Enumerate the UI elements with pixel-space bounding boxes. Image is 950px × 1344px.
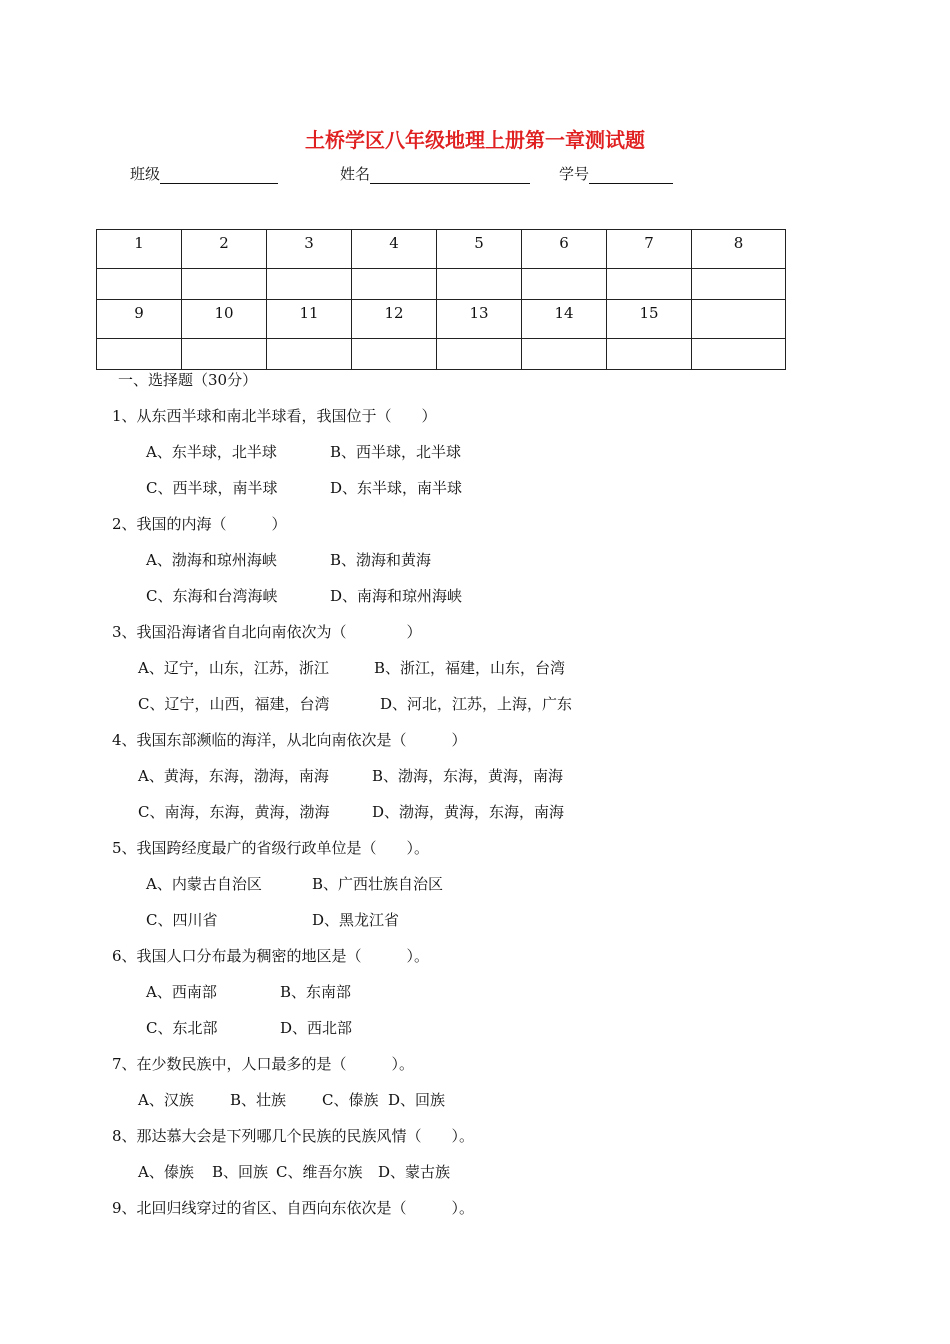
option-c[interactable]: C、维吾尔族: [276, 1163, 363, 1181]
option-a[interactable]: A、黄海，东海，渤海，南海: [138, 767, 329, 785]
grid-answer-cell[interactable]: [692, 269, 786, 300]
option-b[interactable]: B、广西壮族自治区: [312, 875, 444, 893]
grid-answer-cell[interactable]: [352, 269, 437, 300]
question-stem: 4、我国东部濒临的海洋，从北向南依次是（ ）: [112, 731, 467, 749]
grid-number-cell: 15: [607, 300, 692, 339]
grid-answer-cell[interactable]: [607, 339, 692, 370]
option-a[interactable]: A、汉族: [138, 1091, 194, 1109]
grid-answer-cell[interactable]: [267, 339, 352, 370]
section-heading: 一、选择题（30分）: [118, 371, 258, 389]
option-d[interactable]: D、西北部: [280, 1019, 353, 1037]
option-b[interactable]: B、渤海，东海，黄海，南海: [372, 767, 564, 785]
grid-number-cell: 2: [182, 230, 267, 269]
option-b[interactable]: B、回族: [212, 1163, 269, 1181]
option-b[interactable]: B、浙江，福建，山东，台湾: [374, 659, 566, 677]
option-c[interactable]: C、东北部: [146, 1019, 218, 1037]
option-row: [146, 982, 351, 1002]
option-a[interactable]: A、辽宁，山东，江苏，浙江: [138, 659, 329, 677]
option-row: [146, 550, 431, 570]
option-b[interactable]: B、西半球，北半球: [330, 443, 462, 461]
option-c[interactable]: C、南海，东海，黄海，渤海: [138, 803, 330, 821]
exam-title: 土桥学区八年级地理上册第一章测试题: [305, 128, 645, 152]
question-stem: 7、在少数民族中，人口最多的是（ ）。: [112, 1055, 415, 1073]
option-row: [138, 802, 564, 822]
grid-number-cell: 6: [522, 230, 607, 269]
question-stem: 9、北回归线穿过的省区、自西向东依次是（ ）。: [112, 1199, 475, 1217]
grid-number-cell: 10: [182, 300, 267, 339]
grid-number-cell: [692, 300, 786, 339]
grid-answer-cell[interactable]: [352, 339, 437, 370]
option-row: [138, 694, 572, 714]
option-row: [146, 1018, 352, 1038]
grid-number-row: [97, 230, 786, 269]
grid-number-cell: 5: [437, 230, 522, 269]
grid-number-cell: 7: [607, 230, 692, 269]
option-a[interactable]: A、渤海和琼州海峡: [146, 551, 277, 569]
grid-number-cell: 12: [352, 300, 437, 339]
grid-answer-cell[interactable]: [692, 339, 786, 370]
grid-answer-cell[interactable]: [437, 339, 522, 370]
option-c[interactable]: C、东海和台湾海峡: [146, 587, 278, 605]
option-a[interactable]: A、傣族: [138, 1163, 194, 1181]
grid-answer-cell[interactable]: [607, 269, 692, 300]
grid-answer-cell[interactable]: [182, 269, 267, 300]
grid-number-row: [97, 300, 786, 339]
grid-number-cell: 4: [352, 230, 437, 269]
grid-answer-cell[interactable]: [437, 269, 522, 300]
option-d[interactable]: D、回族: [388, 1091, 446, 1109]
option-d[interactable]: D、河北，江苏，上海，广东: [380, 695, 573, 713]
option-d[interactable]: D、蒙古族: [378, 1163, 451, 1181]
grid-answer-cell[interactable]: [97, 269, 182, 300]
name-field: [340, 164, 530, 184]
option-a[interactable]: A、内蒙古自治区: [146, 875, 262, 893]
id-blank[interactable]: [589, 167, 673, 184]
answer-grid: [96, 229, 786, 370]
option-row: [146, 478, 462, 498]
option-b[interactable]: B、渤海和黄海: [330, 551, 432, 569]
option-row: [138, 1162, 450, 1182]
class-blank[interactable]: [160, 167, 278, 184]
option-d[interactable]: D、渤海，黄海，东海，南海: [372, 803, 565, 821]
option-c[interactable]: C、西半球，南半球: [146, 479, 278, 497]
grid-answer-cell[interactable]: [97, 339, 182, 370]
grid-answer-row: [97, 339, 786, 370]
grid-number-cell: 3: [267, 230, 352, 269]
grid-number-cell: 8: [692, 230, 786, 269]
option-b[interactable]: B、壮族: [230, 1091, 287, 1109]
grid-answer-cell[interactable]: [522, 269, 607, 300]
id-field: [559, 164, 673, 184]
option-c[interactable]: C、四川省: [146, 911, 218, 929]
option-d[interactable]: D、东半球，南半球: [330, 479, 463, 497]
option-row: [146, 442, 461, 462]
option-row: [146, 910, 399, 930]
question-stem: 2、我国的内海（ ）: [112, 515, 287, 533]
option-d[interactable]: D、黑龙江省: [312, 911, 400, 929]
grid-number-cell: 14: [522, 300, 607, 339]
option-d[interactable]: D、南海和琼州海峡: [330, 587, 463, 605]
grid-number-cell: 9: [97, 300, 182, 339]
option-row: [146, 874, 443, 894]
grid-number-cell: 1: [97, 230, 182, 269]
option-row: [146, 586, 462, 606]
id-label: 学号: [559, 165, 590, 183]
question-stem: 5、我国跨经度最广的省级行政单位是（ ）。: [112, 839, 430, 857]
question-stem: 1、从东西半球和南北半球看，我国位于（ ）: [112, 407, 437, 425]
grid-answer-cell[interactable]: [182, 339, 267, 370]
grid-answer-row: [97, 269, 786, 300]
grid-answer-cell[interactable]: [267, 269, 352, 300]
class-field: [130, 164, 278, 184]
option-row: [138, 658, 565, 678]
option-row: [138, 1090, 445, 1110]
grid-number-cell: 11: [267, 300, 352, 339]
name-label: 姓名: [340, 165, 371, 183]
class-label: 班级: [130, 165, 161, 183]
name-blank[interactable]: [370, 167, 530, 184]
question-stem: 6、我国人口分布最为稠密的地区是（ ）。: [112, 947, 430, 965]
option-a[interactable]: A、东半球，北半球: [146, 443, 277, 461]
question-stem: 3、我国沿海诸省自北向南依次为（ ）: [112, 623, 422, 641]
option-a[interactable]: A、西南部: [146, 983, 217, 1001]
grid-answer-cell[interactable]: [522, 339, 607, 370]
option-c[interactable]: C、傣族: [322, 1091, 379, 1109]
option-c[interactable]: C、辽宁，山西，福建，台湾: [138, 695, 330, 713]
option-row: [138, 766, 563, 786]
option-b[interactable]: B、东南部: [280, 983, 352, 1001]
question-stem: 8、那达慕大会是下列哪几个民族的民族风情（ ）。: [112, 1127, 475, 1145]
grid-number-cell: 13: [437, 300, 522, 339]
